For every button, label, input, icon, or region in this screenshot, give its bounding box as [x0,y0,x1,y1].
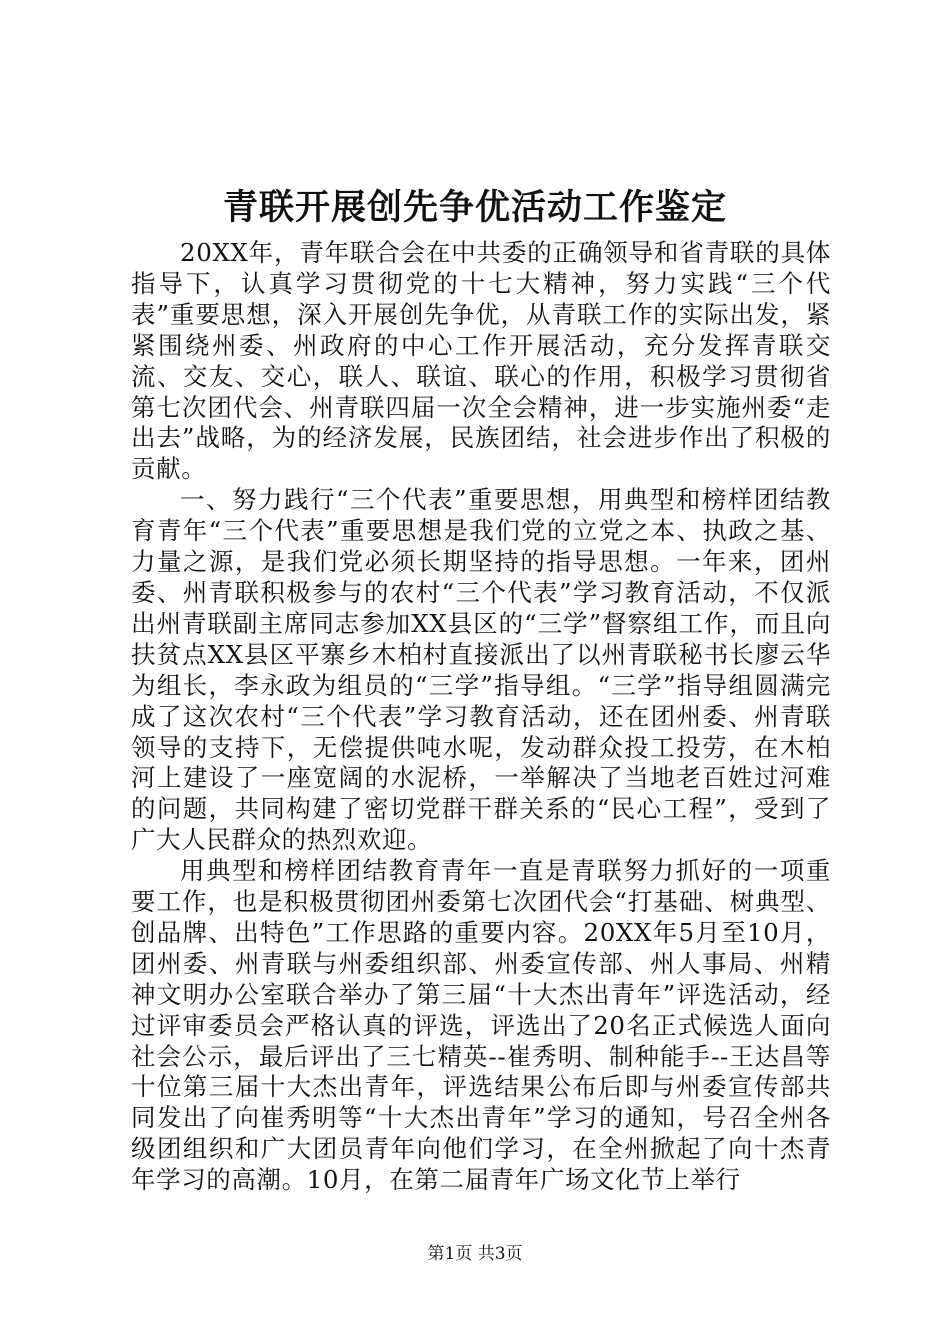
page-footer: 第1页 共3页 [427,1244,523,1264]
paragraph-section-one: 一、努力践行“三个代表”重要思想，用典型和榜样团结教育青年“三个代表”重要思想是我们党的立党之本、执政之基、力量之源，是我们党必须长期坚持的指导思想。一年来，团州委、州青联积极参与的农村“三个代表”学习教育活动，不仅派出州青联副主席同志参加XX县区的“三学”督察组工作，而且向扶贫点XX县区平寨乡木柏村直接派出了以州青联秘书长廖云华为组长，李永政为组员的“三学”指导组。“三学”指导组圆满完成了这次农村“三个代表”学习教育活动，还在团州委、州青联领导的支持下，无偿提供吨水呢，发动群众投工投劳，在木柏河上建设了一座宽阔的水泥桥，一举解决了当地老百姓过河难的问题，共同构建了密切党群干群关系的“民心工程”，受到了广大人民群众的热烈欢迎。 [131,485,831,855]
paragraph-role-models: 用典型和榜样团结教育青年一直是青联努力抓好的一项重要工作，也是积极贯彻团州委第七次团代会“打基础、树典型、创品牌、出特色”工作思路的重要内容。20XX年5月至10月，团州委、州青联与州委组织部、州委宣传部、州人事局、州精神文明办公室联合举办了第三届“十大杰出青年”评选活动，经过评审委员会严格认真的评选，评选出了20名正式候选人面向社会公示，最后评出了三七精英--崔秀明、制种能手--王达昌等十位第三届十大杰出青年，评选结果公布后即与州委宣传部共同发出了向崔秀明等“十大杰出青年”学习的通知，号召全州各级团组织和广大团员青年向他们学习，在全州掀起了向十杰青年学习的高潮。10月，在第二届青年广场文化节上举行 [131,856,831,1195]
document-body [131,238,831,1196]
document-title: 青联开展创先争优活动工作鉴定 [222,187,727,228]
paragraph-intro: 20XX年，青年联合会在中共委的正确领导和省青联的具体指导下，认真学习贯彻党的十七大精神，努力实践“三个代表”重要思想，深入开展创先争优，从青联工作的实际出发，紧紧围绕州委、州政府的中心工作开展活动，充分发挥青联交流、交友、交心，联人、联谊、联心的作用，积极学习贯彻省第七次团代会、州青联四届一次全会精神，进一步实施州委“走出去”战略，为的经济发展，民族团结，社会进步作出了积极的贡献。 [131,238,831,484]
